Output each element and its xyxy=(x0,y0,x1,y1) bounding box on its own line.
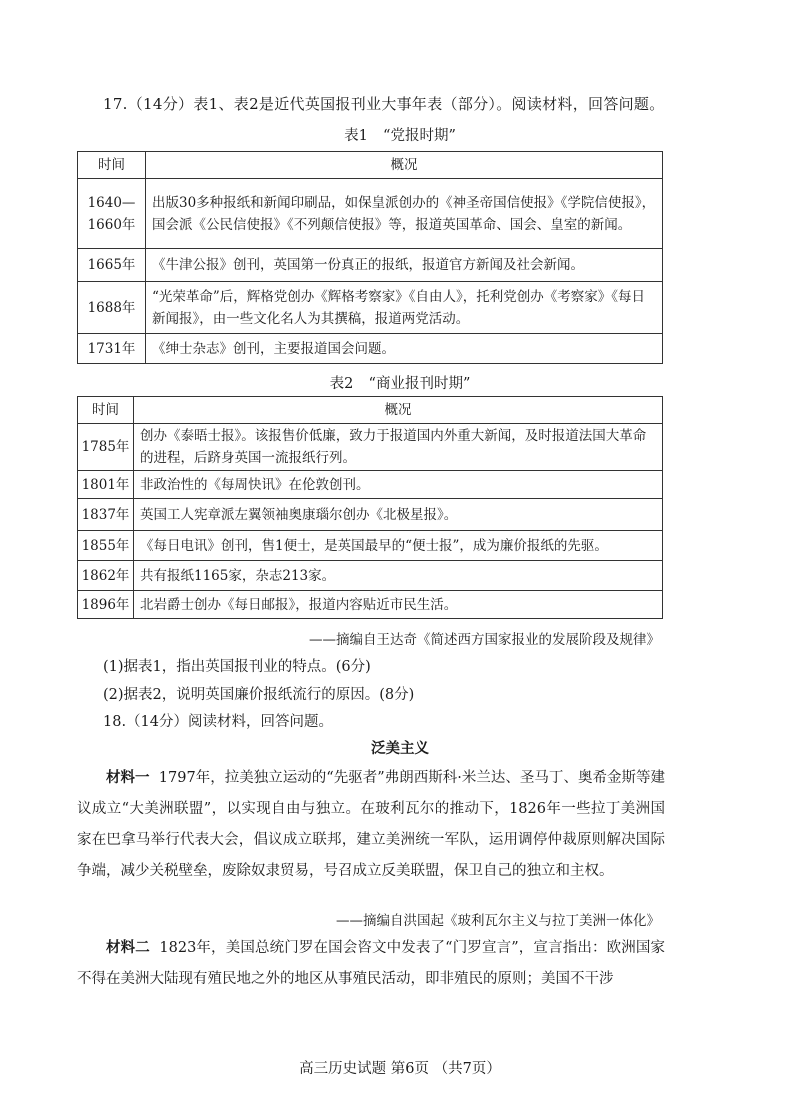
table-row xyxy=(78,499,663,531)
table1-text-cell: “光荣革命”后，辉格党创办《辉格考察家》《自由人》，托利党创办《考察家》《每日新闻报》，由一些文化名人为其撰稿，报道两党活动。 xyxy=(146,282,663,334)
q17-subquestion-1: (1)据表1，指出英国报刊业的特点。(6分) xyxy=(103,659,371,675)
table2-header-time: 时间 xyxy=(78,397,134,424)
table-row xyxy=(78,282,663,334)
table2-year-cell: 1801年 xyxy=(78,471,134,499)
table1-header-time: 时间 xyxy=(78,152,146,179)
table1-year-cell: 1640— 1660年 xyxy=(78,179,146,249)
table-row xyxy=(78,424,663,471)
table1-text-cell: 出版30多种报纸和新闻印刷品，如保皇派创办的《神圣帝国信使报》《学院信使报》，国会派《公民信使报》《不列颠信使报》等，报道英国革命、国会、皇室的新闻。 xyxy=(146,179,663,249)
table1-year-cell: 1688年 xyxy=(78,282,146,334)
table-row xyxy=(78,179,663,249)
table1-text-cell: 《绅士杂志》创刊，主要报道国会问题。 xyxy=(146,334,663,364)
material-1-source: ——摘编自洪国起《玻利瓦尔主义与拉丁美洲一体化》 xyxy=(336,913,660,929)
table-row xyxy=(78,471,663,499)
table2-text-cell: 共有报纸1165家，杂志213家。 xyxy=(134,561,663,591)
material-1-label: 材料一 xyxy=(106,769,150,786)
q17-source-citation: ——摘编自王达奇《简述西方国家报业的发展阶段及规律》 xyxy=(309,632,660,648)
q17-subquestion-2: (2)据表2，说明英国廉价报纸流行的原因。(8分) xyxy=(103,687,415,703)
table-row xyxy=(78,334,663,364)
table2-header-summary: 概况 xyxy=(134,397,663,424)
table1-caption-title: “党报时期” xyxy=(383,128,456,144)
table2-caption xyxy=(0,372,800,393)
page-footer: 高三历史试题 第6页 （共7页） xyxy=(299,1061,501,1077)
material-2-paragraph xyxy=(77,932,665,995)
table2-text-cell: 创办《泰晤士报》。该报售价低廉，致力于报道国内外重大新闻，及时报道法国大革命的进程，后跻身英国一流报纸行列。 xyxy=(134,424,663,471)
table1-caption xyxy=(0,124,800,145)
table-row xyxy=(78,591,663,619)
material-1-paragraph xyxy=(77,762,665,887)
table2-year-cell: 1785年 xyxy=(78,424,134,471)
table2-text-cell: 英国工人宪章派左翼领袖奥康瑙尔创办《北极星报》。 xyxy=(134,499,663,531)
table2-year-cell: 1896年 xyxy=(78,591,134,619)
table2-caption-title: “商业报刊时期” xyxy=(368,376,471,392)
table1 xyxy=(77,151,663,364)
table2-text-cell: 北岩爵士创办《每日邮报》，报道内容贴近市民生活。 xyxy=(134,591,663,619)
material-1-text: 1797年，拉美独立运动的“先驱者”弗朗西斯科·米兰达、圣马丁、奥希金斯等建议成立“大美洲联盟”，以实现自由与独立。在玻利瓦尔的推动下，1826年一些拉丁美洲国家在巴拿马举行代表大会，倡议成立联邦，建立美洲统一军队，运用调停仲裁原则解决国际争端，减少关税壁垒，废除奴隶贸易，号召成立反美联盟，保卫自己的独立和主权。 xyxy=(77,770,666,879)
table2 xyxy=(77,396,663,619)
question-17-heading: 17.（14分）表1、表2是近代英国报刊业大事年表（部分）。阅读材料，回答问题。 xyxy=(103,95,665,113)
table1-text-cell: 《牛津公报》创刊，英国第一份真正的报纸，报道官方新闻及社会新闻。 xyxy=(146,249,663,282)
table-row xyxy=(78,561,663,591)
table2-text-cell: 《每日电讯》创刊，售1便士，是英国最早的“便士报”，成为廉价报纸的先驱。 xyxy=(134,531,663,561)
table2-year-cell: 1855年 xyxy=(78,531,134,561)
table2-header-row xyxy=(78,397,663,424)
table2-year-cell: 1862年 xyxy=(78,561,134,591)
table1-caption-number: 表1 xyxy=(344,128,368,144)
table-row xyxy=(78,249,663,282)
table1-header-summary: 概况 xyxy=(146,152,663,179)
section-title: 泛美主义 xyxy=(371,740,429,757)
table2-year-cell: 1837年 xyxy=(78,499,134,531)
table1-header-row xyxy=(78,152,663,179)
material-2-label: 材料二 xyxy=(106,939,150,956)
table2-text-cell: 非政治性的《每周快讯》在伦敦创刊。 xyxy=(134,471,663,499)
material-2-text: 1823年，美国总统门罗在国会咨文中发表了“门罗宣言”，宣言指出：欧洲国家不得在美洲大陆现有殖民地之外的地区从事殖民活动，即非殖民的原则；美国不干涉 xyxy=(77,940,665,987)
table2-caption-number: 表2 xyxy=(329,376,354,392)
table1-year-cell: 1731年 xyxy=(78,334,146,364)
table1-year-cell: 1665年 xyxy=(78,249,146,282)
table-row xyxy=(78,531,663,561)
question-18-heading: 18.（14分）阅读材料，回答问题。 xyxy=(103,714,334,730)
